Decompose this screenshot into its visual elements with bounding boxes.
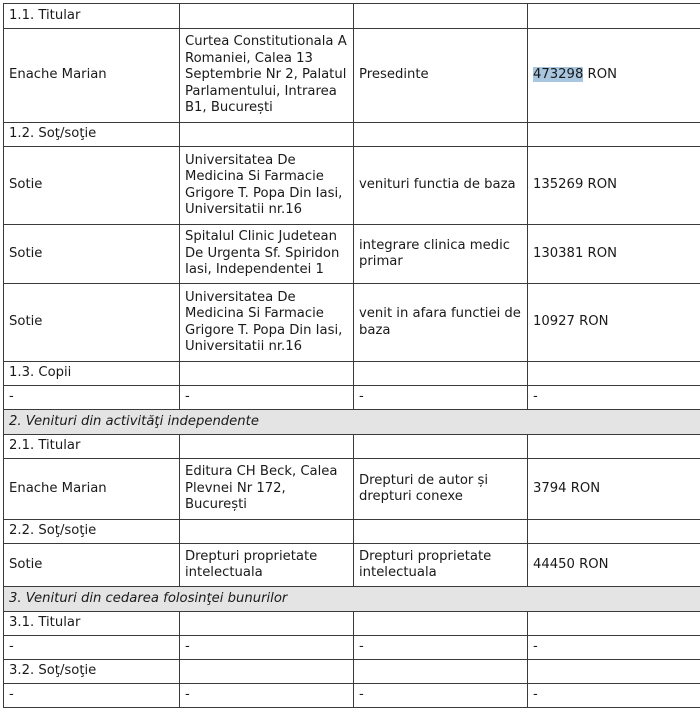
subsection-label: 3.2. Soţ/soţie [4,660,180,684]
table-row [4,225,700,284]
cell-source: Editura CH Beck, Calea Plevnei Nr 172, București [180,459,354,520]
table-row [4,147,700,225]
subsection-label: 3.1. Titular [4,612,180,636]
cell-name: Enache Marian [4,29,180,123]
cell-amount: 3794 RON [528,459,700,520]
empty-row [4,636,700,660]
cell-service: Presedinte [354,29,528,123]
cell-service: venituri functia de baza [354,147,528,225]
section-title: 3. Venituri din cedarea folosinţei bunurilor [4,587,700,612]
cell-source: Curtea Constitutionala A Romaniei, Calea 13 Septembrie Nr 2, Palatul Parlamentului, Intrarea B1, București [180,29,354,123]
cell-name: Enache Marian [4,459,180,520]
subsection-row [4,660,700,684]
table-row [4,544,700,587]
cell-amount: 130381 RON [528,225,700,284]
subsection-label: 1.1. Titular [4,4,180,29]
subsection-row [4,612,700,636]
cell-empty: - [180,684,354,708]
cell-name: Sotie [4,544,180,587]
table-row [4,284,700,362]
subsection-row [4,520,700,544]
cell-amount [528,29,700,123]
cell-empty: - [4,684,180,708]
cell-empty: - [528,386,700,410]
cell-service: venit in afara functiei de baza [354,284,528,362]
cell-empty: - [4,386,180,410]
cell-source: Universitatea De Medicina Si Farmacie Grigore T. Popa Din Iasi, Universitatii nr.16 [180,284,354,362]
cell-name: Sotie [4,284,180,362]
cell-name: Sotie [4,147,180,225]
cell-source: Universitatea De Medicina Si Farmacie Grigore T. Popa Din Iasi, Universitatii nr.16 [180,147,354,225]
cell-amount: 10927 RON [528,284,700,362]
subsection-label: 2.2. Soţ/soţie [4,520,180,544]
subsection-label: 1.2. Soţ/soţie [4,123,180,147]
empty-row [4,684,700,708]
cell-empty: - [354,684,528,708]
cell-amount: 135269 RON [528,147,700,225]
amount-currency: RON [583,67,617,83]
cell-empty: - [354,386,528,410]
cell-name: Sotie [4,225,180,284]
cell-service: integrare clinica medic primar [354,225,528,284]
cell-empty: - [180,636,354,660]
cell-amount: 44450 RON [528,544,700,587]
cell-empty: - [4,636,180,660]
section-title: 2. Venituri din activităţi independente [4,410,700,435]
cell-service: Drepturi proprietate intelectuala [354,544,528,587]
table-row [4,29,700,123]
subsection-row [4,362,700,386]
cell-source: Spitalul Clinic Judetean De Urgenta Sf. Spiridon Iasi, Independentei 1 [180,225,354,284]
table-row [4,459,700,520]
cell-empty: - [528,684,700,708]
subsection-row [4,4,700,29]
section-header-row [4,587,700,612]
subsection-row [4,435,700,459]
empty-row [4,386,700,410]
subsection-label: 1.3. Copii [4,362,180,386]
cell-empty: - [180,386,354,410]
subsection-label: 2.1. Titular [4,435,180,459]
subsection-row [4,123,700,147]
income-declaration-sheet [3,3,700,708]
income-table [3,3,700,708]
cell-empty: - [354,636,528,660]
cell-source: Drepturi proprietate intelectuala [180,544,354,587]
cell-empty: - [528,636,700,660]
selected-amount-text[interactable]: 473298 [533,67,584,83]
cell-service: Drepturi de autor și drepturi conexe [354,459,528,520]
section-header-row [4,410,700,435]
